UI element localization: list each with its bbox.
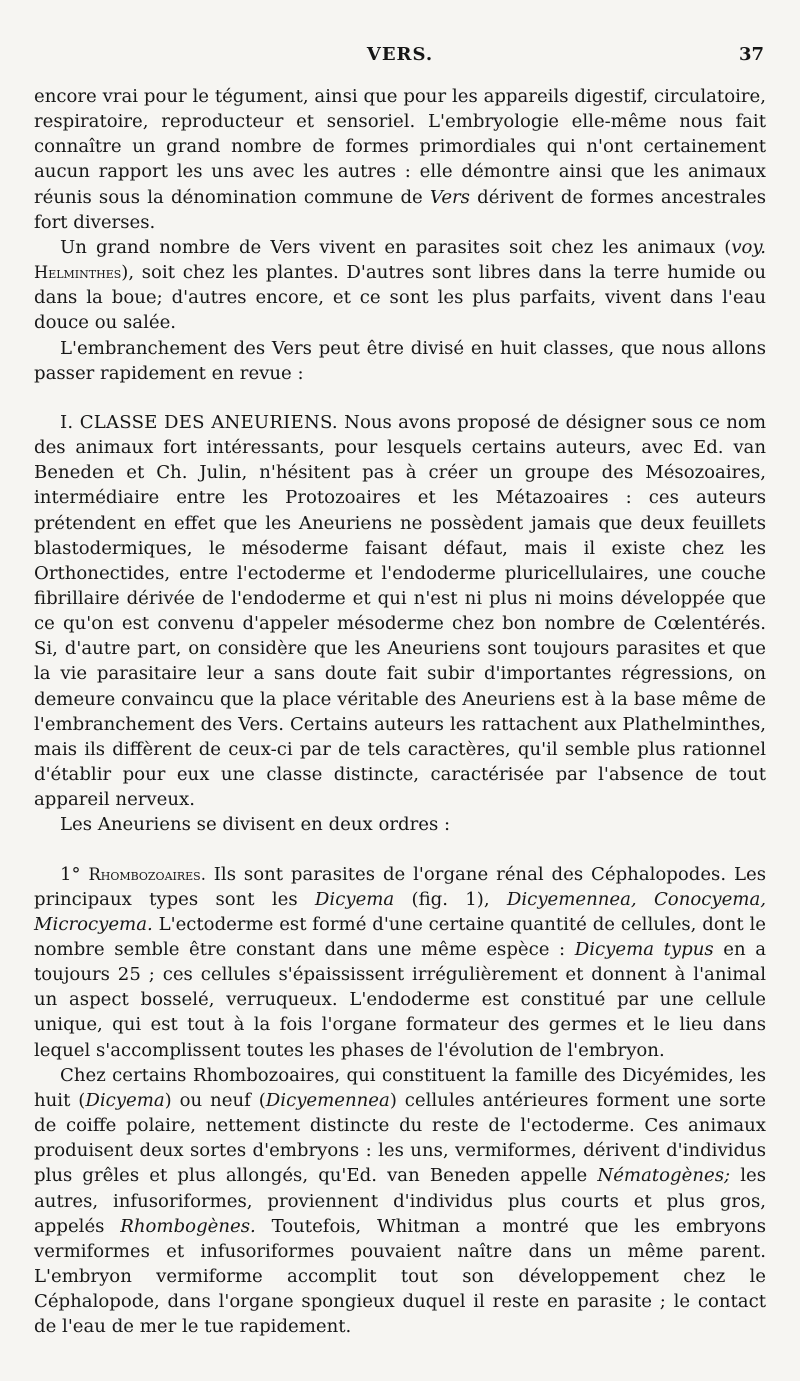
section-heading-aneuriens: I. CLASSE DES ANEURIENS. [60,411,338,433]
term-dicyema-typus: Dicyema typus [574,939,714,960]
term-nematogenes: Nématogènes; [597,1165,731,1187]
paragraph-1 [34,84,766,235]
dicyemides-text-4: les autres, infusoriformes, proviennent d'individus plus courts et plus gros, appelés [34,1165,766,1237]
rhombozoaires-heading: Rhombozoaires. [88,864,206,884]
term-rhombogenes: Rhombogènes. [120,1215,256,1237]
rhombozoaires-text-1: Ils sont parasites de l'organe rénal des Céphalopodes. Les principaux types sont les [34,863,766,910]
term-dicyemennea: Dicyemennea [265,1089,390,1111]
term-vers: Vers [429,186,470,208]
rhombozoaires-text-4: en a toujours 25 ; ces cellules s'épaississent irrégulièrement et donnent à l'animal un aspect bosselé, verruqueux. L'endoderme est constitué par une cellule unique, qui est tout à la fois l'organe formateur des germes et le lieu dans lequel s'accomplissent toutes les phases de l'évolution de l'embryon. [34,939,766,1061]
page-number: 37 [738,44,764,65]
class-aneuriens-paragraph [34,410,766,813]
dicyemides-text-2: ) ou neuf ( [164,1089,266,1111]
paragraph-2 [34,235,766,336]
helminthes-reference: Helminthes [34,263,122,283]
rhombozoaires-text-2: (fig. 1), [394,888,507,910]
paragraph-1-text-end: dérivent de formes ancestrales fort diverses. [34,186,766,233]
dicyemides-paragraph [34,1063,766,1340]
term-dicyema: Dicyema [314,888,395,910]
paragraph-2-text-end: ), soit chez les plantes. D'autres sont libres dans la terre humide ou dans la boue; d'autres encore, et ce sont les plus parfaits, vivent dans l'eau douce ou salée. [34,262,766,334]
order-number: 1° [60,863,81,885]
dicyemides-text-1: Chez certains Rhombozoaires, qui constituent la famille des Dicyémides, les huit ( [34,1064,766,1111]
paragraph-2-text: Un grand nombre de Vers vivent en parasites soit chez les animaux ( [60,236,732,258]
dicyemides-text-3: ) cellules antérieures forment une sorte de coiffe polaire, nettement distincte du reste de l'ectoderme. Ces animaux produisent deux sortes d'embryons : les uns, vermiformes, dérivent d'individus plus grêles et plus allongés, qu'Ed. van Beneden appelle [34,1089,766,1187]
rhombozoaires-text-3: L'ectoderme est formé d'une certaine quantité de cellules, dont le nombre semble être constant dans une même espèce : [34,913,766,960]
running-title: VERS. [366,44,434,65]
voy-abbrev: voy. [731,236,766,258]
term-genera-list: Dicyemennea, Conocyema, Microcyema. [34,888,766,935]
paragraph-orders: Les Aneuriens se divisent en deux ordres : [60,814,451,836]
class-aneuriens-text: Nous avons proposé de désigner sous ce nom des animaux fort intéressants, pour lesquels certains auteurs, avec Ed. van Beneden et Ch. Julin, n'hésitent pas à créer un groupe des Mésozoaires, intermédiaire entre les Protozoaires et les Métazoaires : ces auteurs prétendent en effet que les Aneuriens ne possèdent jamais que deux feuillets blastodermiques, le mésoderme faisant défaut, mais il existe chez les Orthonectides, entre l'ectoderme et l'endoderme pluricellulaires, une couche fibrillaire dérivée de l'endoderme et qui n'est ni plus ni moins développée que ce qu'on est convenu d'appeler mésoderme chez bon nombre de Cœlentérés. Si, d'autre part, on considère que les Aneuriens sont toujours parasites et que la vie parasitaire leur a sans doute fait subir d'importantes régressions, on demeure convaincu que la place véritable des Aneuriens est à la base même de l'embranchement des Vers. Certains auteurs les rattachent aux Plathelminthes, mais ils diffèrent de ceux-ci par de tels caractères, qu'il semble plus rationnel d'établir pour eux une classe distincte, caractérisée par l'absence de tout appareil nerveux. [34,411,766,811]
paragraph-1-text: encore vrai pour le tégument, ainsi que pour les appareils digestif, circulatoire, respiratoire, reproducteur et sensoriel. L'embryologie elle-même nous fait connaître un grand nombre de formes primordiales qui n'ont certainement aucun rapport les uns avec les autres : elle démontre ainsi que les animaux réunis sous la dénomination commune de [34,86,766,208]
paragraph-3: L'embranchement des Vers peut être divisé en huit classes, que nous allons passer rapidement en revue : [34,337,766,384]
rhombozoaires-paragraph [34,862,766,1063]
body-text [34,84,766,1340]
dicyemides-text-5: Toutefois, Whitman a montré que les embryons vermiformes et infusoriformes pouvaient naître dans un même parent. L'embryon vermiforme accomplit tout son développement chez le Céphalopode, dans l'organe spongieux duquel il reste en parasite ; le contact de l'eau de mer le tue rapidement. [34,1215,766,1338]
term-dicyema-2: Dicyema [85,1089,165,1111]
page-header [34,44,766,84]
